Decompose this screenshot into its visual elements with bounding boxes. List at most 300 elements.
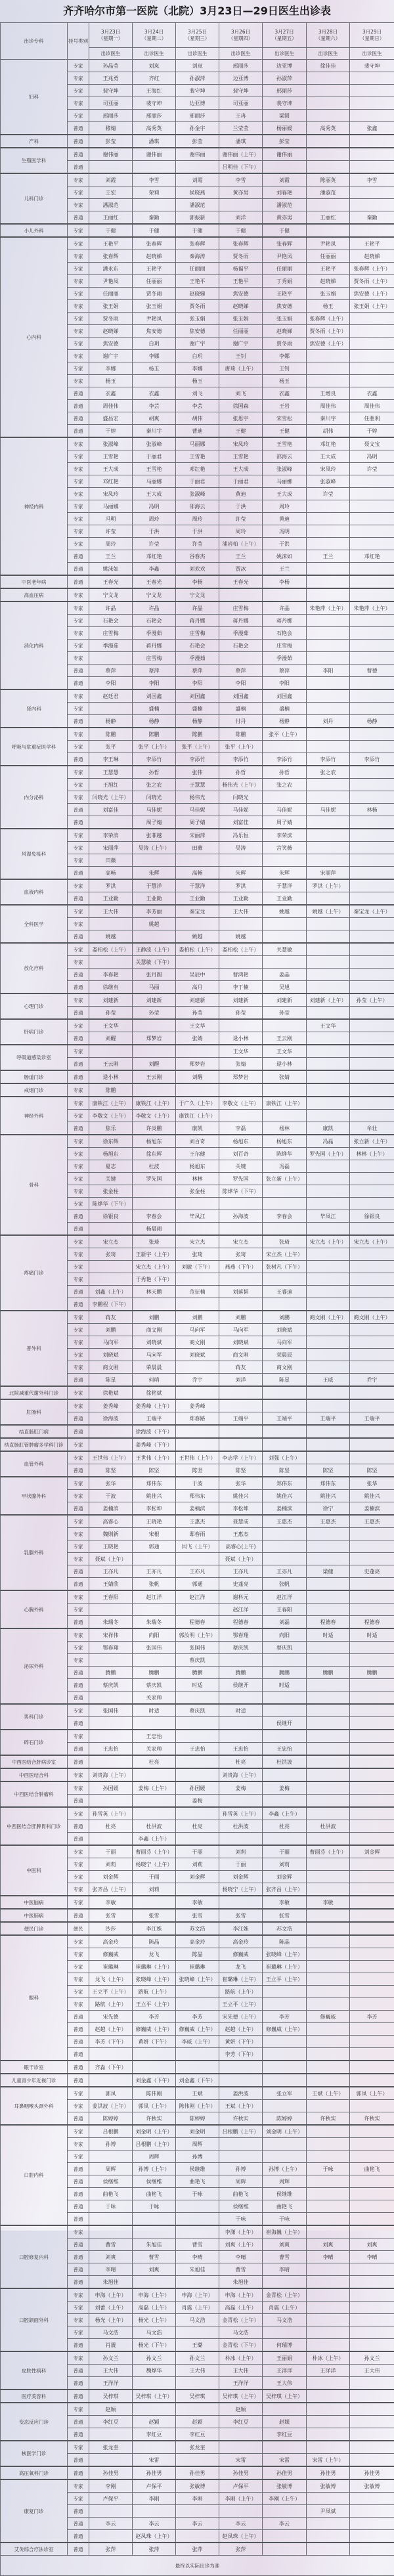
doctor-cell: 杨玉 [133, 362, 176, 375]
doctor-cell: 邓红艳 [350, 550, 394, 563]
doctor-cell [133, 161, 176, 174]
doctor-cell [350, 741, 394, 753]
doctor-cell [133, 1768, 176, 1781]
doctor-cell [350, 148, 394, 161]
doctor-cell: 修巍威 [89, 1948, 133, 1961]
doctor-cell: 张春辉 [176, 237, 219, 250]
department-name: 结直肠肛门病 [1, 1425, 68, 1438]
doctor-cell [89, 1438, 133, 1451]
doctor-cell: 王端平 [219, 1412, 263, 1426]
registration-type: 专家 [68, 1349, 89, 1361]
day-header: 3月27日 （星期五） [263, 23, 307, 48]
doctor-cell: 杨丽媛 [263, 122, 307, 135]
doctor-cell [307, 2175, 350, 2188]
doctor-cell [350, 475, 394, 488]
doctor-cell [307, 350, 350, 362]
doctor-cell [176, 1425, 219, 1438]
doctor-cell [350, 943, 394, 956]
doctor-cell [133, 1185, 176, 1198]
doctor-cell [350, 1349, 394, 1361]
registration-type: 普通 [68, 2188, 89, 2200]
doctor-cell: 宋立杰（上午） [133, 1261, 176, 1273]
doctor-cell: 高秀英 [307, 122, 350, 135]
doctor-cell: 孙莹 [263, 1007, 307, 1020]
doctor-cell: 时适 [219, 1704, 263, 1717]
department-name: 全科医学 [1, 905, 68, 943]
doctor-cell: 申海（上午） [219, 2288, 263, 2302]
doctor-cell: 李敬文（上午） [133, 1110, 176, 1122]
registration-type: 专家 [68, 1386, 89, 1399]
doctor-cell: 逯小林 [263, 1058, 307, 1071]
doctor-cell [350, 2416, 394, 2428]
doctor-cell: 郑春路 [176, 1412, 219, 1426]
registration-type: 普通 [68, 1210, 89, 1223]
doctor-cell: 曹雪 [89, 2238, 133, 2251]
doctor-cell: 王世伟（上午） [133, 1451, 176, 1464]
doctor-cell: 张雪 [219, 1909, 263, 1922]
registration-type: 专家 [68, 1628, 89, 1642]
doctor-cell: 曲艳飞 [133, 2188, 176, 2200]
doctor-cell [219, 199, 263, 211]
doctor-cell: 张春辉 [133, 237, 176, 250]
doctor-cell: 刘晓斌 [219, 1336, 263, 1349]
doctor-cell [350, 1160, 394, 1173]
doctor-cell: 张淑峰 [263, 463, 307, 475]
doctor-cell: 李敬文（上午） [89, 1110, 133, 1122]
doctor-cell [307, 1261, 350, 1273]
doctor-cell: 贾冬雨 [89, 313, 133, 325]
doctor-cell [176, 1692, 219, 1705]
doctor-cell: 刘醒 [176, 1070, 219, 1083]
doctor-cell: 盛楠 [263, 703, 307, 715]
doctor-cell: 黄迪 [219, 488, 263, 500]
doctor-cell: 王健 [219, 425, 263, 438]
doctor-cell: 郭凤 [89, 2087, 133, 2100]
doctor-cell: 王世伟（上午） [176, 1451, 219, 1464]
doctor-cell: 李芳（下午） [219, 2048, 263, 2061]
doctor-cell: 张玉娟 [263, 313, 307, 325]
doctor-cell [350, 2200, 394, 2213]
doctor-cell: 孙金宇 [176, 122, 219, 135]
doctor-cell: 刘磊 [263, 1616, 307, 1629]
doctor-cell [307, 640, 350, 652]
doctor-cell [307, 1961, 350, 1973]
doctor-cell: 白玥 [176, 350, 219, 362]
registration-type: 专家 [68, 1961, 89, 1973]
doctor-cell: 谢伟丽（上午） [219, 148, 263, 161]
registration-type: 专家 [68, 1986, 89, 1998]
doctor-cell [133, 854, 176, 867]
doctor-cell [263, 1833, 307, 1846]
registration-type: 专家 [68, 842, 89, 854]
doctor-cell: 李晴 [219, 2251, 263, 2263]
doctor-cell [307, 1528, 350, 1540]
doctor-cell: 张玉娟 [219, 313, 263, 325]
doctor-cell: 张国伟 [89, 1704, 133, 1717]
registration-type: 普通 [68, 1755, 89, 1768]
registration-type: 专家 [68, 1135, 89, 1148]
doctor-cell: 李雪 [350, 173, 394, 186]
doctor-cell: 黄妍（下午） [133, 2036, 176, 2048]
doctor-cell: 朱旭佳 [176, 2263, 219, 2276]
doctor-cell [307, 652, 350, 665]
doctor-cell [133, 2061, 176, 2074]
doctor-cell: 姜梅 [219, 1781, 263, 1795]
registration-type: 普通 [68, 2023, 89, 2036]
doctor-cell: 王业勤 [133, 892, 176, 906]
doctor-cell: 娄柏松（上午） [219, 943, 263, 956]
doctor-cell: 史蓬亮 [350, 1565, 394, 1578]
doctor-cell: 宋立杰（上午） [263, 1248, 307, 1261]
doctor-cell [350, 2100, 394, 2112]
doctor-cell: 于丽 [176, 1845, 219, 1858]
registration-type: 普通 [68, 2416, 89, 2428]
doctor-cell [350, 2023, 394, 2036]
doctor-cell: 朱瑞冬 [89, 1616, 133, 1629]
doctor-cell: 高金玲 [89, 1935, 133, 1948]
registration-type: 专家 [68, 2479, 89, 2493]
doctor-cell: 王睿迪 [263, 1286, 307, 1298]
doctor-cell: 罗洪（上午） [307, 879, 350, 892]
doctor-cell: 李芳 [263, 2011, 307, 2023]
doctor-cell: 宋祥伟 [89, 1628, 133, 1642]
doctor-cell: 王艳平 [176, 275, 219, 288]
doctor-cell: 李芳（下午） [89, 2036, 133, 2048]
doctor-cell: 崔璐琳（上午） [263, 1961, 307, 1973]
doctor-cell [350, 1097, 394, 1110]
doctor-cell [307, 1173, 350, 1185]
doctor-cell: 崔璐琳 [176, 1961, 219, 1973]
registration-type: 普通 [68, 2251, 89, 2263]
doctor-cell: 姚越 [176, 930, 219, 944]
department-name: 风湿免疫科 [1, 829, 68, 879]
doctor-cell: 商文刚 [133, 1324, 176, 1336]
doctor-cell [307, 1781, 350, 1795]
registration-type: 专家 [68, 2125, 89, 2138]
doctor-cell: 时适 [133, 1704, 176, 1717]
doctor-cell [350, 1935, 394, 1948]
doctor-cell: 张树凡（下午） [263, 1261, 307, 1273]
doctor-cell: 盛楠 [219, 703, 263, 715]
doctor-cell: 杨光（上午） [133, 2314, 176, 2326]
department-name: 生殖医学科 [1, 148, 68, 173]
doctor-cell: 罗洪 [89, 879, 133, 892]
doctor-cell: 刘建新（上午） [307, 993, 350, 1007]
registration-type: 普通 [68, 2263, 89, 2276]
doctor-cell: 王亦凡 [89, 1565, 133, 1578]
doctor-cell: 周玲 [89, 538, 133, 550]
doctor-cell: 王大伟 [350, 2365, 394, 2377]
doctor-cell [89, 1730, 133, 1743]
doctor-cell: 姜楠滨 [263, 1502, 307, 1516]
table-row [1, 224, 394, 237]
doctor-cell: 修巍威（上午） [133, 2023, 176, 2036]
doctor-cell [133, 2505, 176, 2518]
registration-type: 专家 [68, 1261, 89, 1273]
registration-type: 专家 [68, 2403, 89, 2416]
doctor-cell: 高畅 [89, 867, 133, 880]
doctor-cell: 张淑峰 [307, 475, 350, 488]
doctor-cell [350, 1386, 394, 1399]
registration-type: 普通 [68, 2036, 89, 2048]
doctor-cell: 杜亮 [219, 1755, 263, 1768]
doctor-cell: 李鹏程（下午） [89, 1298, 133, 1311]
doctor-cell [350, 652, 394, 665]
doctor-cell: 张雪 [133, 1909, 176, 1922]
doctor-cell: 刘金明 [176, 2125, 219, 2138]
doctor-cell [307, 2225, 350, 2238]
registration-type: 普通 [68, 1679, 89, 1692]
doctor-cell: 张平（上午） [176, 741, 219, 753]
doctor-cell: 秦川宇 [307, 412, 350, 425]
doctor-cell [350, 1743, 394, 1756]
doctor-cell [350, 1399, 394, 1412]
registration-type: 专家 [68, 300, 89, 313]
department-name: 北院减重代谢外科门诊 [1, 1386, 68, 1399]
doctor-cell: 陈晶 [176, 1948, 219, 1961]
doctor-cell: 张敏博 [263, 2479, 307, 2493]
doctor-cell: 李磊 [219, 1122, 263, 1135]
doctor-cell: 于慧洋 [263, 879, 307, 892]
doctor-cell: 李刚 [89, 2479, 133, 2493]
doctor-cell [350, 689, 394, 703]
doctor-cell: 于健 [263, 224, 307, 237]
doctor-cell: 许炎鹏 [133, 1122, 176, 1135]
doctor-cell: 张琦 [133, 1235, 176, 1248]
doctor-cell [350, 791, 394, 804]
doctor-cell: 宁文龙 [89, 588, 133, 601]
doctor-cell: 宋先德 [89, 2011, 133, 2023]
doctor-cell [263, 1110, 307, 1122]
doctor-cell [350, 2339, 394, 2352]
doctor-cell: 刘金辉 [350, 1845, 394, 1858]
table-row [1, 1045, 394, 1058]
doctor-cell [89, 2074, 133, 2087]
doctor-cell: 孙佳男 [307, 2466, 350, 2479]
registration-type: 专家 [68, 2100, 89, 2112]
doctor-cell: 刘醒 [89, 1032, 133, 1045]
registration-type: 普通 [68, 2074, 89, 2087]
department-name: 肝病门诊 [1, 1019, 68, 1045]
registration-type: 专家 [68, 1871, 89, 1883]
registration-type: 专家 [68, 463, 89, 475]
doctor-cell: 王立平（上午） [133, 1998, 176, 2011]
doctor-cell: 孙雪英（上午） [219, 1807, 263, 1820]
doctor-cell: 于咏 [219, 2213, 263, 2226]
doctor-cell: 孙淑萍 [263, 72, 307, 85]
department-name: 心理门诊 [1, 993, 68, 1019]
doctor-cell [350, 575, 394, 588]
doctor-cell: 宁文龙 [133, 588, 176, 601]
table-row [1, 905, 394, 918]
doctor-cell [307, 2263, 350, 2276]
doctor-cell: 商文刚（上午） [350, 1311, 394, 1324]
registration-type: 专家 [68, 1590, 89, 1604]
registration-type: 专家 [68, 615, 89, 627]
doctor-cell: 张雪 [176, 1909, 219, 1922]
doctor-cell: 王雪艳 [176, 450, 219, 463]
registration-type: 普通 [68, 2112, 89, 2126]
doctor-cell: 石艳会 [89, 615, 133, 627]
registration-type: 普通 [68, 2175, 89, 2188]
doctor-cell [307, 2188, 350, 2200]
doctor-cell [350, 1807, 394, 1820]
registration-type: 专家 [68, 1083, 89, 1097]
doctor-cell: 衣鑫 [350, 387, 394, 400]
table-row [1, 829, 394, 842]
doctor-cell: 刘莉 [176, 1858, 219, 1871]
registration-type: 专家 [68, 1019, 89, 1032]
doctor-cell: 杨旭东 [133, 1135, 176, 1148]
doctor-subheader: 出诊医生 [263, 48, 307, 60]
doctor-cell: 朱旭佳 [133, 2238, 176, 2251]
doctor-cell [350, 1604, 394, 1616]
doctor-cell: 许秋实 [219, 2112, 263, 2126]
doctor-cell: 宋雪松 [263, 412, 307, 425]
registration-type: 普通 [68, 1464, 89, 1477]
doctor-cell [89, 2213, 133, 2226]
doctor-cell: 商文刚 [176, 1336, 219, 1349]
doctor-cell: 季漫茹 [89, 640, 133, 652]
doctor-cell: 侯继维 [263, 2188, 307, 2200]
doctor-cell: 王大成 [263, 488, 307, 500]
doctor-cell: 陈星 [89, 1374, 133, 1387]
doctor-cell: 陈婷婷 [89, 2112, 133, 2126]
doctor-cell: 杜洪波 [307, 1820, 350, 1833]
registration-type: 专家 [68, 601, 89, 615]
doctor-cell: 王兆勇 [89, 72, 133, 85]
doctor-cell: 刘莉 [263, 1858, 307, 1871]
doctor-cell: 曹雪 [176, 2238, 219, 2251]
doctor-cell: 聂慧成 [219, 1515, 263, 1528]
doctor-cell: 张淑峰 [176, 488, 219, 500]
doctor-cell: 于咏 [133, 2200, 176, 2213]
doctor-cell: 穆婧 [89, 122, 133, 135]
department-name: 碎石门诊 [1, 1730, 68, 1755]
doctor-cell: 彭莹 [263, 135, 307, 148]
doctor-cell [350, 1528, 394, 1540]
department-name: 妇科 [1, 60, 68, 135]
registration-type: 专家 [68, 1160, 89, 1173]
doctor-cell [350, 563, 394, 576]
doctor-cell: 乔宇 [176, 1374, 219, 1387]
doctor-cell: 孙淑萍 [176, 72, 219, 85]
doctor-cell [307, 1045, 350, 1058]
doctor-cell: 修巍威 [219, 1948, 263, 1961]
doctor-cell: 赵颖 [176, 2416, 219, 2428]
doctor-cell [307, 1807, 350, 1820]
doctor-cell: 吴梓琪 [176, 2390, 219, 2403]
doctor-cell: 逯小林 [219, 1032, 263, 1045]
doctor-cell [307, 72, 350, 85]
doctor-cell [350, 1820, 394, 1833]
doctor-cell: 陈婷婷 [176, 2112, 219, 2126]
doctor-cell: 许莹 [219, 513, 263, 525]
doctor-cell [263, 1185, 307, 1198]
doctor-cell [307, 1871, 350, 1883]
doctor-cell [350, 2276, 394, 2289]
doctor-cell [219, 2428, 263, 2441]
doctor-cell [176, 1198, 219, 1210]
doctor-cell: 裴守坤 [219, 85, 263, 97]
doctor-cell: 尹凤斌 [307, 2505, 350, 2518]
doctor-cell: 于咏 [307, 2163, 350, 2175]
doctor-cell [176, 1998, 219, 2011]
doctor-cell: 郭凤（上午） [350, 2087, 394, 2100]
doctor-cell [307, 1998, 350, 2011]
doctor-cell: 康铁江（上午） [176, 1110, 219, 1122]
doctor-cell: 孙莹 [89, 1007, 133, 1020]
table-row [1, 1781, 394, 1795]
doctor-cell: 刘晓斌 [263, 1324, 307, 1336]
doctor-cell: 郑梦岩 [219, 1070, 263, 1083]
doctor-cell: 司亚丽 [89, 97, 133, 110]
doctor-cell [307, 1922, 350, 1935]
registration-type: 普通 [68, 2276, 89, 2289]
doctor-cell [350, 1654, 394, 1667]
doctor-cell: 蔡庆凯 [176, 1654, 219, 1667]
doctor-cell [176, 854, 219, 867]
doctor-cell [219, 375, 263, 387]
doctor-cell: 于丽 [263, 1845, 307, 1858]
doctor-cell: 李晴 [263, 2263, 307, 2276]
doctor-subheader: 出诊医生 [89, 48, 133, 60]
registration-type: 普通 [68, 677, 89, 690]
doctor-cell [350, 1019, 394, 1032]
dept-column-header: 出诊专科 [1, 23, 68, 60]
doctor-cell: 范征楠 [176, 1286, 219, 1298]
doctor-cell: 陈鹏 [219, 728, 263, 741]
registration-type: 专家 [68, 1148, 89, 1160]
doctor-cell [350, 1948, 394, 1961]
doctor-cell: 杜亮 [263, 1820, 307, 1833]
doctor-cell: 王端平 [133, 1412, 176, 1426]
registration-type: 专家 [68, 525, 89, 538]
doctor-cell: 姚佳兴 [263, 1490, 307, 1502]
doctor-cell: 任胜利 [350, 412, 394, 425]
doctor-cell: 蔡萍 [263, 665, 307, 677]
registration-type: 专家 [68, 1173, 89, 1185]
doctor-cell [350, 1679, 394, 1692]
doctor-cell: 张玉娟 [307, 288, 350, 300]
doctor-cell [350, 2403, 394, 2416]
table-row [1, 1451, 394, 1464]
doctor-cell: 边亚博 [176, 97, 219, 110]
registration-type: 普通 [68, 2518, 89, 2530]
doctor-cell: 李丁楠 [219, 981, 263, 994]
doctor-cell: 于广久（上午） [176, 1097, 219, 1110]
doctor-cell: 崔璐琳（上午） [219, 1973, 263, 1986]
doctor-cell [350, 1961, 394, 1973]
doctor-cell [133, 2276, 176, 2289]
doctor-cell: 李添竹 [219, 753, 263, 766]
registration-type: 专家 [68, 2351, 89, 2365]
registration-type: 普通 [68, 2454, 89, 2467]
doctor-cell: 陈婷婷 [263, 2112, 307, 2126]
doctor-cell: 刘建新 [219, 993, 263, 1007]
doctor-cell [307, 1361, 350, 1374]
doctor-cell: 张春辉 [219, 237, 263, 250]
registration-type: 普通 [68, 1667, 89, 1679]
doctor-cell [350, 2138, 394, 2150]
doctor-cell: 许莹 [133, 538, 176, 550]
doctor-cell: 李娜 [176, 362, 219, 375]
doctor-cell: 孙莹 [219, 1007, 263, 1020]
doctor-cell: 申海（上午） [133, 2288, 176, 2302]
doctor-cell: 裴守坤 [89, 85, 133, 97]
doctor-cell [307, 677, 350, 690]
department-name: 戒烟门诊 [1, 1083, 68, 1097]
